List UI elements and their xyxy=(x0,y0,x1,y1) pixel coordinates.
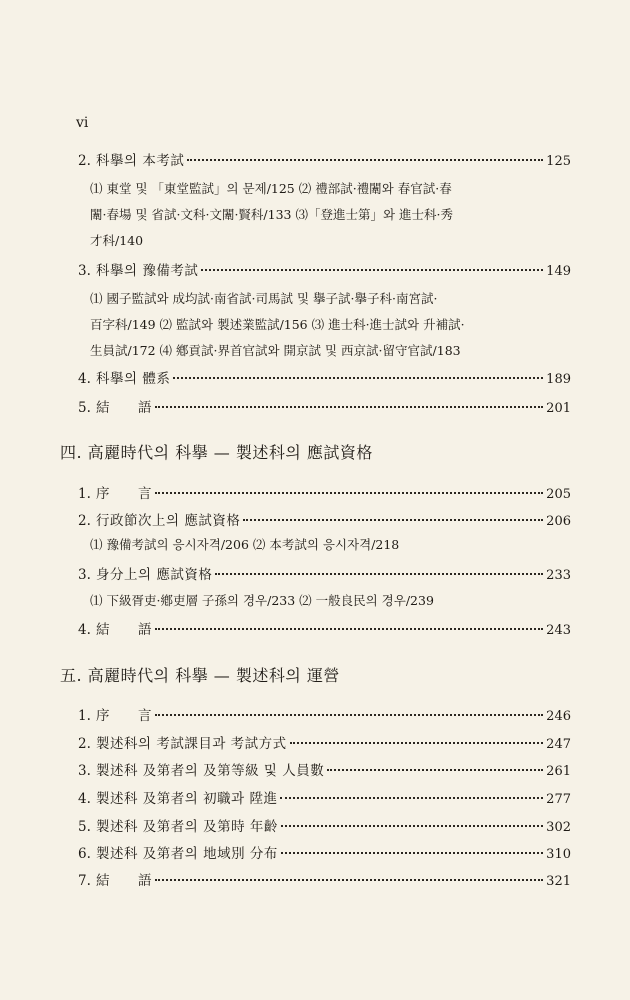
entry-page: 310 xyxy=(546,847,571,862)
entry-title: 科擧의 本考試 xyxy=(96,153,185,169)
entry-page: 149 xyxy=(546,264,571,279)
dot-leader xyxy=(187,159,543,161)
subentry-line: ⑴ 下級胥吏·鄕吏層 子孫의 경우/233 ⑵ 一般良民의 경우/239 xyxy=(90,593,434,608)
entry-title: 序 言 xyxy=(96,708,152,724)
entry-page: 302 xyxy=(546,820,571,835)
dot-leader xyxy=(280,797,543,799)
entry-title: 結 語 xyxy=(96,622,152,638)
entry-page: 189 xyxy=(546,372,571,387)
toc-entry xyxy=(78,367,571,389)
toc-entry xyxy=(78,618,571,640)
entry-page: 243 xyxy=(546,623,571,638)
toc-entry xyxy=(78,396,571,418)
entry-page: 261 xyxy=(546,764,571,779)
page-number: vi xyxy=(76,115,89,131)
toc-entry xyxy=(78,732,571,754)
entry-number: 1. xyxy=(78,486,91,502)
entry-number: 3. xyxy=(78,263,91,279)
subentry-line: ⑴ 豫備考試의 응시자격/206 ⑵ 本考試의 응시자격/218 xyxy=(90,537,400,552)
subentry-line: ⑴ 國子監試와 成均試·南省試·司馬試 및 擧子試·擧子科·南宮試· xyxy=(90,291,438,306)
entry-number: 3. xyxy=(78,763,91,779)
entry-title: 科擧의 體系 xyxy=(96,371,171,387)
subentry-line: 闈·春場 및 省試·文科·文闈·賢科/133 ⑶「登進士第」와 進士科·秀 xyxy=(90,207,453,222)
entry-number: 4. xyxy=(78,791,91,807)
entry-page: 246 xyxy=(546,709,571,724)
toc-entry xyxy=(78,482,571,504)
entry-page: 247 xyxy=(546,737,571,752)
toc-entry xyxy=(78,759,571,781)
dot-leader xyxy=(281,852,543,854)
dot-leader xyxy=(243,519,543,521)
entry-number: 2. xyxy=(78,736,91,752)
dot-leader xyxy=(327,769,543,771)
dot-leader xyxy=(155,879,543,881)
dot-leader xyxy=(155,714,543,716)
entry-page: 205 xyxy=(546,487,571,502)
toc-entry xyxy=(78,815,571,837)
dot-leader xyxy=(155,492,543,494)
entry-page: 125 xyxy=(546,154,571,169)
subentry-line: 才科/140 xyxy=(90,233,144,248)
entry-title: 製述科의 考試課目과 考試方式 xyxy=(96,736,287,752)
entry-number: 2. xyxy=(78,513,91,529)
entry-title: 製述科 及第者의 及第時 年齡 xyxy=(96,819,278,835)
entry-number: 4. xyxy=(78,371,91,387)
entry-title: 身分上의 應試資格 xyxy=(96,567,213,583)
dot-leader xyxy=(290,742,544,744)
subentry-line: ⑴ 東堂 및 「東堂監試」의 문제/125 ⑵ 禮部試·禮闈와 春官試·春 xyxy=(90,181,452,196)
entry-number: 6. xyxy=(78,846,91,862)
toc-entry xyxy=(78,149,571,171)
entry-number: 4. xyxy=(78,622,91,638)
toc-entry xyxy=(78,842,571,864)
entry-title: 結 語 xyxy=(96,873,152,889)
toc-entry xyxy=(78,869,571,891)
chapter-heading: 五. 高麗時代의 科擧 — 製述科의 運營 xyxy=(60,666,340,685)
toc-entry xyxy=(78,509,571,531)
entry-page: 277 xyxy=(546,792,571,807)
chapter-heading: 四. 高麗時代의 科擧 — 製述科의 應試資格 xyxy=(60,443,373,462)
entry-number: 5. xyxy=(78,819,91,835)
dot-leader xyxy=(201,269,543,271)
toc-entry xyxy=(78,563,571,585)
entry-number: 1. xyxy=(78,708,91,724)
entry-title: 結 語 xyxy=(96,400,152,416)
dot-leader xyxy=(215,573,543,575)
entry-title: 製述科 及第者의 初職과 陞進 xyxy=(96,791,278,807)
entry-title: 行政節次上의 應試資格 xyxy=(96,513,241,529)
toc-entry xyxy=(78,704,571,726)
dot-leader xyxy=(155,628,543,630)
toc-entry xyxy=(78,787,571,809)
entry-title: 製述科 及第者의 及第等級 및 人員數 xyxy=(96,763,325,779)
entry-title: 科擧의 豫備考試 xyxy=(96,263,199,279)
dot-leader xyxy=(155,406,543,408)
entry-title: 序 言 xyxy=(96,486,152,502)
dot-leader xyxy=(281,825,543,827)
entry-title: 製述科 及第者의 地域別 分布 xyxy=(96,846,278,862)
subentry-line: 百字科/149 ⑵ 監試와 製述業監試/156 ⑶ 進士科·進士試와 升補試· xyxy=(90,317,465,332)
subentry-line: 生員試/172 ⑷ 鄕貢試·界首官試와 開京試 및 西京試·留守官試/183 xyxy=(90,343,461,358)
entry-number: 5. xyxy=(78,400,91,416)
entry-number: 7. xyxy=(78,873,91,889)
entry-page: 206 xyxy=(546,514,571,529)
entry-page: 321 xyxy=(546,874,571,889)
entry-number: 2. xyxy=(78,153,91,169)
dot-leader xyxy=(173,377,543,379)
entry-number: 3. xyxy=(78,567,91,583)
entry-page: 201 xyxy=(546,401,571,416)
entry-page: 233 xyxy=(546,568,571,583)
toc-entry xyxy=(78,259,571,281)
